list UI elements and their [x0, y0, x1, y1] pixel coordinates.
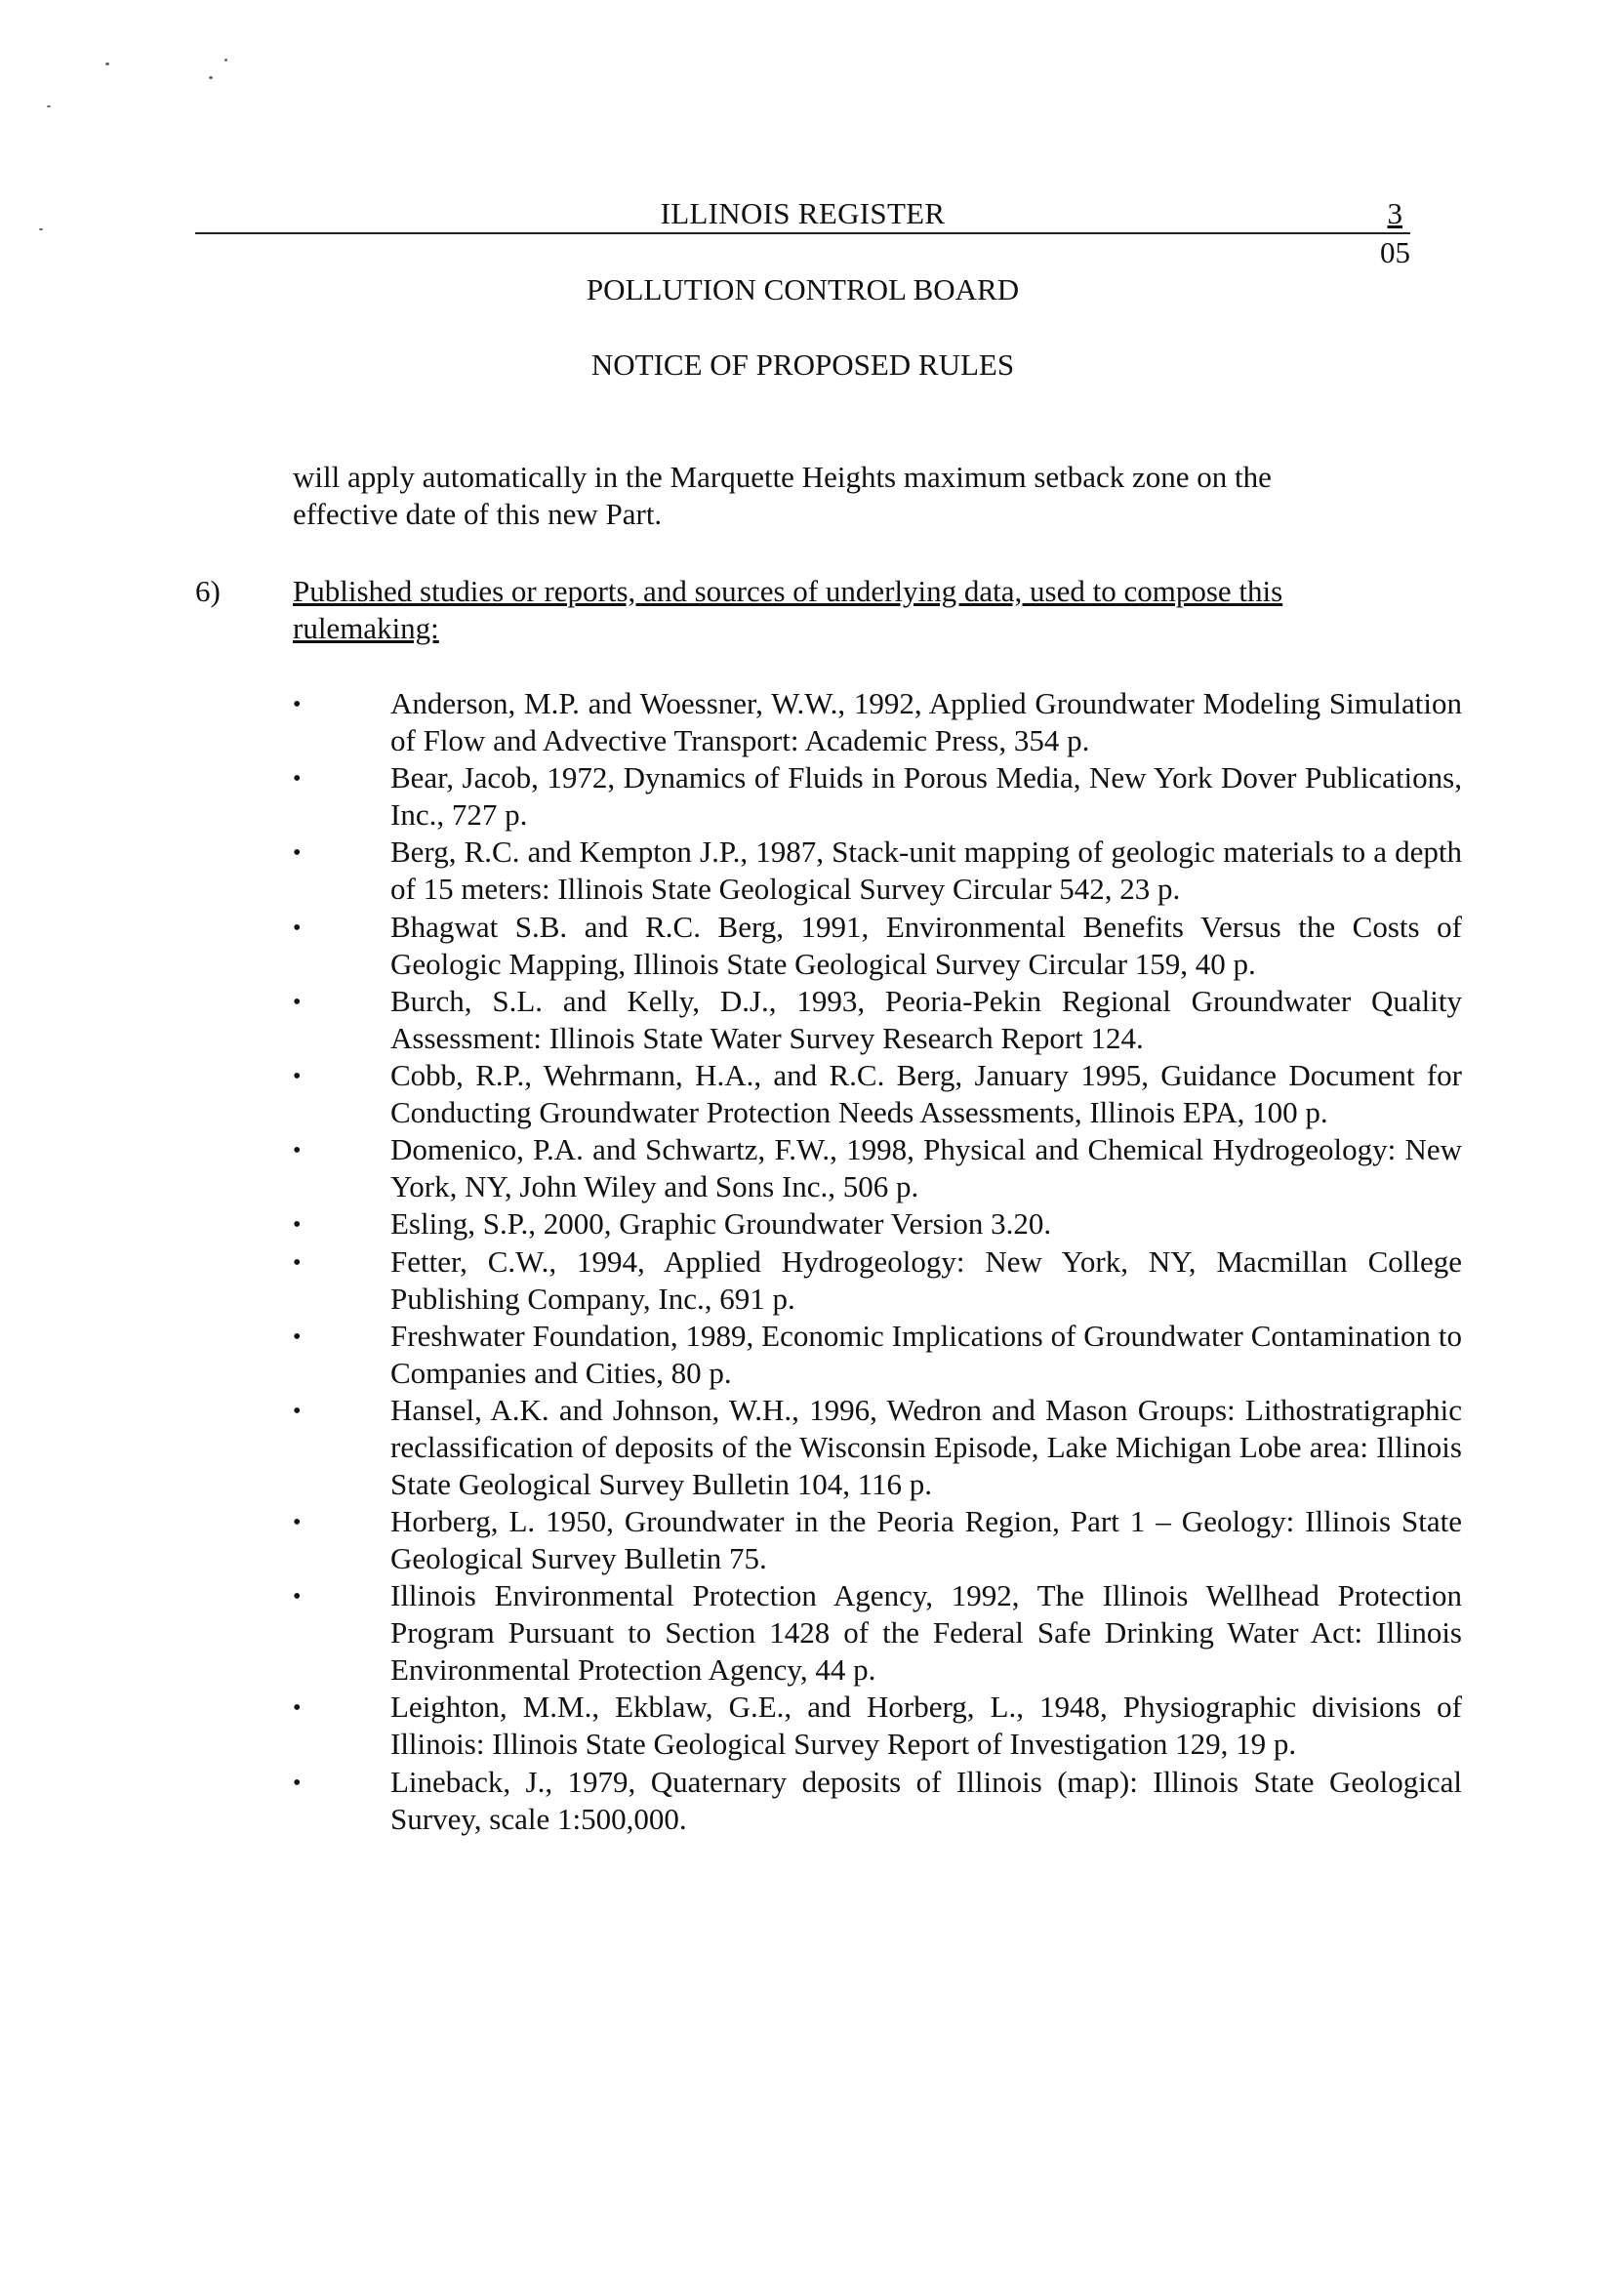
reference-text: Cobb, R.P., Wehrmann, H.A., and R.C. Berg, January 1995, Guidance Document for Conducting Groundwater Protection Needs Assessments, Illinois EPA, 100 p. [390, 1057, 1462, 1129]
bullet-icon: • [293, 1324, 302, 1350]
reference-text: Leighton, M.M., Ekblaw, G.E., and Horberg, L., 1948, Physiographic divisions of Illinois: Illinois State Geological Survey Report of Investigation 129, 19 p. [390, 1690, 1462, 1762]
bullet-icon: • [293, 1138, 302, 1164]
register-title: ILLINOIS REGISTER [660, 196, 946, 230]
bullet-icon: • [293, 1584, 302, 1610]
reference-text: Berg, R.C. and Kempton J.P., 1987, Stack-unit mapping of geologic materials to a depth of 15 meters: Illinois State Geological Survey Circular 542, 23 p. [390, 835, 1462, 907]
reference-text: Hansel, A.K. and Johnson, W.H., 1996, Wedron and Mason Groups: Lithostratigraphic reclassification of deposits of the Wisconsin Episode, Lake Michigan Lobe area: Illinois State Geological Survey Bulletin 104, 116 p. [390, 1392, 1462, 1501]
bullet-icon: • [293, 1063, 302, 1089]
reference-text: Fetter, C.W., 1994, Applied Hydrogeology: New York, NY, Macmillan College Publishing Company, Inc., 691 p. [390, 1243, 1462, 1316]
scan-speck [224, 59, 227, 61]
reference-text: Anderson, M.P. and Woessner, W.W., 1992, Applied Groundwater Modeling Simulation of Flow and Advective Transport: Academic Press, 354 p. [390, 686, 1462, 757]
reference-text: Bear, Jacob, 1972, Dynamics of Fluids in Porous Media, New York Dover Publications, Inc., 727 p. [390, 760, 1462, 833]
reference-item [293, 1689, 1462, 1763]
reference-item [293, 1764, 1462, 1838]
reference-item [293, 1503, 1462, 1577]
section-heading: Published studies or reports, and sources of underlying data, used to compose this rulemaking: [293, 574, 1283, 645]
continuation-paragraph: will apply automatically in the Marquette Heights maximum setback zone on the effective date of this new Part. [293, 460, 1272, 531]
scan-speck [47, 105, 51, 107]
section-number: 6) [195, 574, 221, 608]
reference-item [293, 1318, 1462, 1392]
page-number: 3 [1387, 196, 1402, 230]
agency-title: POLLUTION CONTROL BOARD [586, 272, 1020, 306]
bullet-icon: • [293, 1695, 302, 1722]
register-header [195, 195, 1410, 234]
scan-speck [39, 228, 43, 230]
reference-text: Freshwater Foundation, 1989, Economic Implications of Groundwater Contamination to Companies and Cities, 80 p. [390, 1318, 1462, 1390]
reference-text: Burch, S.L. and Kelly, D.J., 1993, Peoria-Pekin Regional Groundwater Quality Assessment: Illinois State Water Survey Research Report 124. [390, 983, 1462, 1055]
scan-speck [105, 62, 109, 65]
reference-item [293, 1057, 1462, 1131]
bullet-icon: • [293, 840, 302, 867]
reference-item [293, 1205, 1462, 1243]
bullet-icon: • [293, 915, 302, 941]
reference-item [293, 909, 1462, 983]
reference-item [293, 983, 1462, 1057]
reference-item [293, 1243, 1462, 1318]
reference-text: Lineback, J., 1979, Quaternary deposits of Illinois (map): Illinois State Geological Survey, scale 1:500,000. [390, 1764, 1462, 1836]
reference-item [293, 759, 1462, 834]
reference-item [293, 1131, 1462, 1205]
issue-number: 05 [1380, 235, 1410, 269]
reference-text: Domenico, P.A. and Schwartz, F.W., 1998, Physical and Chemical Hydrogeology: New York, NY, John Wiley and Sons Inc., 506 p. [390, 1132, 1462, 1204]
notice-type: NOTICE OF PROPOSED RULES [590, 347, 1015, 382]
reference-text: Bhagwat S.B. and R.C. Berg, 1991, Environmental Benefits Versus the Costs of Geologic Mapping, Illinois State Geological Survey Circular 159, 40 p. [390, 909, 1462, 981]
reference-item [293, 1392, 1462, 1503]
reference-item [293, 1577, 1462, 1689]
reference-item [293, 834, 1462, 908]
reference-item [293, 685, 1462, 759]
reference-text: Illinois Environmental Protection Agency, 1992, The Illinois Wellhead Protection Program Pursuant to Section 1428 of the Federal Safe Drinking Water Act: Illinois Environmental Protection Agency, 44 p. [390, 1578, 1462, 1688]
bullet-icon: • [293, 1510, 302, 1536]
bullet-icon: • [293, 1398, 302, 1424]
bullet-icon: • [293, 766, 302, 793]
bullet-icon: • [293, 1770, 302, 1796]
bullet-icon: • [293, 692, 302, 717]
bullet-icon: • [293, 1249, 302, 1276]
bullet-icon: • [293, 989, 302, 1015]
reference-text: Esling, S.P., 2000, Graphic Groundwater Version 3.20. [390, 1206, 1052, 1242]
scan-speck [209, 76, 213, 79]
reference-text: Horberg, L. 1950, Groundwater in the Peoria Region, Part 1 – Geology: Illinois State Geological Survey Bulletin 75. [390, 1504, 1462, 1576]
bullet-icon: • [293, 1212, 302, 1239]
reference-list [293, 685, 1462, 1838]
